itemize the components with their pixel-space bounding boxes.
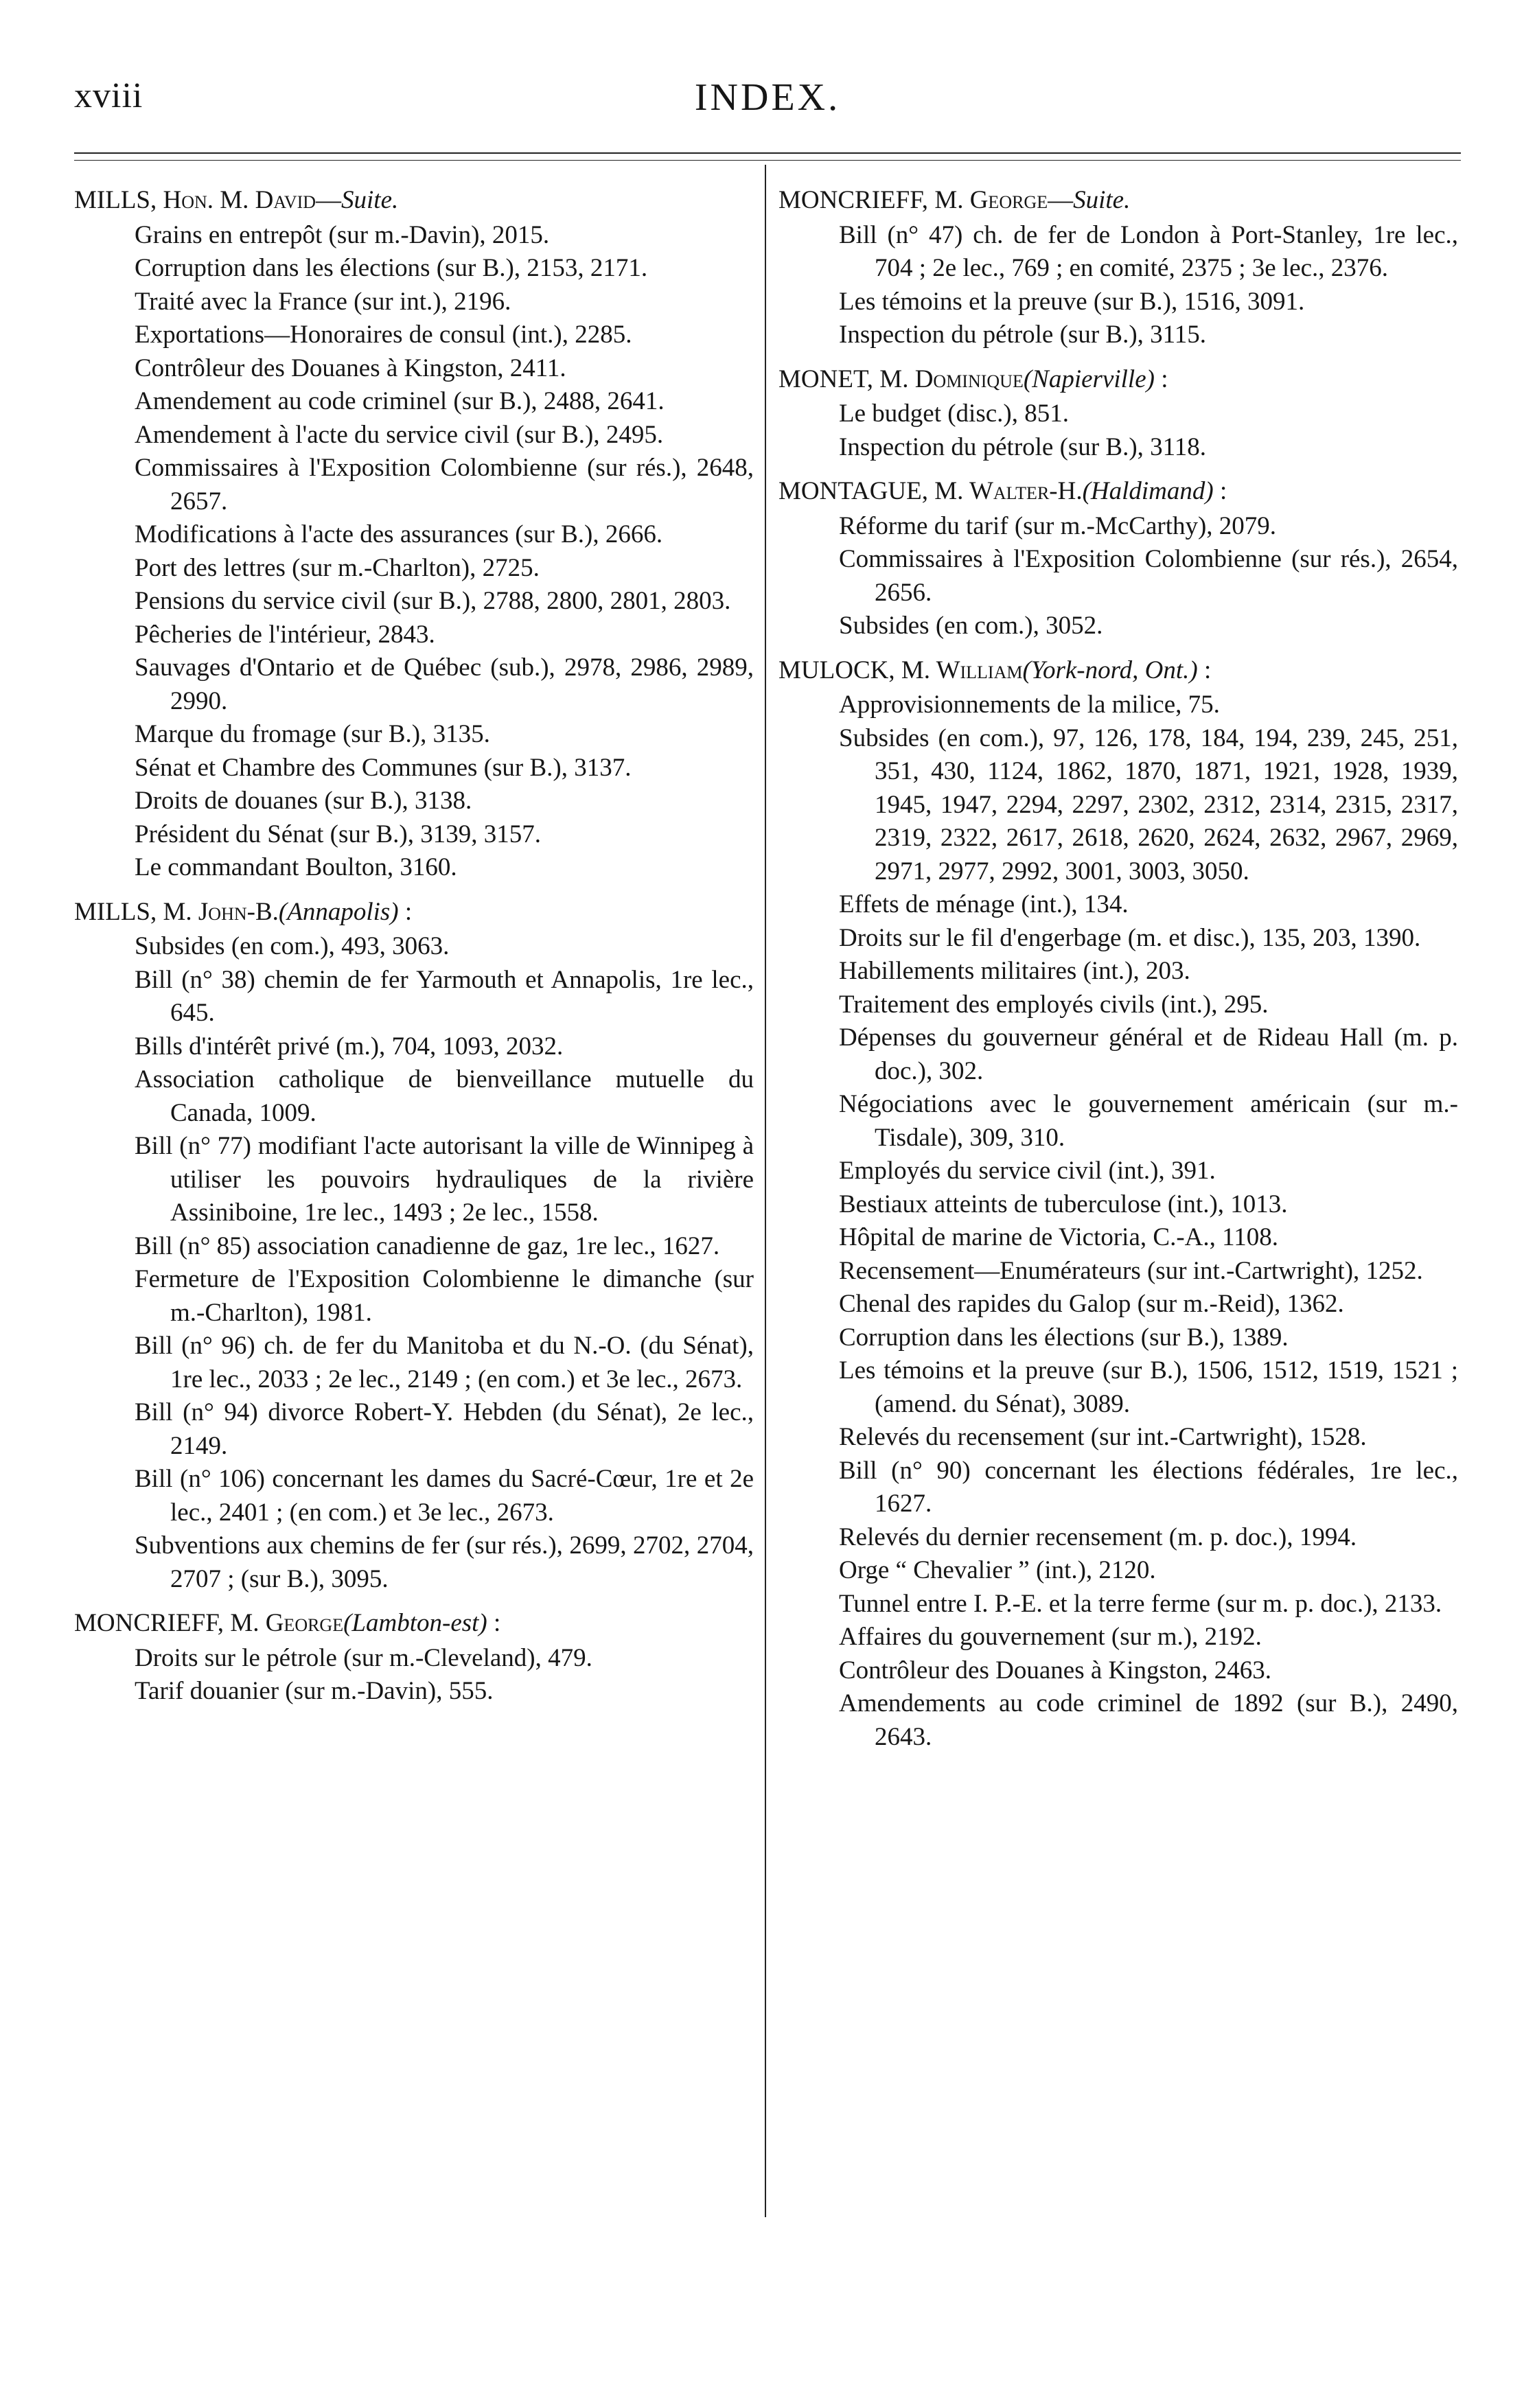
index-subentry: Effets de ménage (int.), 134. [839, 890, 1129, 918]
index-subentry: Sénat et Chambre des Communes (sur B.), 3137. [135, 753, 632, 782]
index-subentry: Le commandant Boulton, 3160. [135, 853, 457, 881]
index-subentry: Traité avec la France (sur int.), 2196. [135, 287, 511, 316]
index-subentry: Bill (n° 106) concernant les dames du Sacré-Cœur, 1re et 2e lec., 2401 ; (en com.) et 3e lec., 2673. [135, 1465, 754, 1527]
index-subentry: Fermeture de l'Exposition Colombienne le dimanche (sur m.-Charlton), 1981. [135, 1265, 754, 1327]
index-subentry: Contrôleur des Douanes à Kingston, 2463. [839, 1656, 1271, 1685]
index-subentry: Bill (n° 77) modifiant l'acte autorisant la ville de Winnipeg à utiliser les pouvoirs hydrauliques de la rivière Assiniboine, 1re lec., 1493 ; 2e lec., 1558. [135, 1132, 754, 1227]
index-subentry: Employés du service civil (int.), 391. [839, 1157, 1216, 1185]
entry-riding: (Haldimand) [1082, 477, 1214, 505]
header-rule-thin [74, 160, 1461, 161]
entry-colon: : [1213, 477, 1227, 505]
entry-colon: : [398, 897, 413, 926]
entry-riding: (Napierville) [1023, 364, 1155, 393]
entry-heading [74, 896, 754, 929]
index-entry [778, 654, 1458, 1755]
index-subentry: Bill (n° 85) association canadienne de gaz, 1re lec., 1627. [135, 1231, 720, 1260]
index-subentry: Pensions du service civil (sur B.), 2788, 2800, 2801, 2803. [135, 587, 731, 615]
index-subentry: Amendement à l'acte du service civil (sur B.), 2495. [135, 420, 664, 449]
index-subentry: Inspection du pétrole (sur B.), 3115. [839, 321, 1207, 349]
entry-title: M. George [934, 186, 1048, 214]
index-subentry: Dépenses du gouverneur général et de Rideau Hall (m. p. doc.), 302. [839, 1023, 1458, 1085]
index-subentry: Marque du fromage (sur B.), 3135. [135, 720, 490, 748]
index-subentry: Bill (n° 38) chemin de fer Yarmouth et Annapolis, 1re lec., 645. [135, 965, 754, 1027]
index-subentry: Corruption dans les élections (sur B.), 1389. [839, 1323, 1289, 1352]
index-entry [778, 475, 1458, 643]
index-subentry: Modifications à l'acte des assurances (sur B.), 2666. [135, 520, 663, 548]
entry-colon: : [1154, 364, 1168, 393]
entry-heading [74, 1607, 754, 1641]
right-column [778, 184, 1458, 1765]
entry-title: M. John-B. [163, 897, 279, 926]
index-entry [778, 184, 1458, 352]
entry-riding: (York-nord, Ont.) [1022, 656, 1198, 684]
index-subentry: Grains en entrepôt (sur m.-Davin), 2015. [135, 220, 550, 249]
index-subentry: Chenal des rapides du Galop (sur m.-Reid), 1362. [839, 1290, 1344, 1318]
entry-name: MULOCK, [778, 656, 895, 684]
index-entry [74, 896, 754, 1597]
index-subentry: Pêcheries de l'intérieur, 2843. [135, 620, 435, 649]
index-subentry: Le budget (disc.), 851. [839, 400, 1069, 428]
index-subentry: Recensement—Enumérateurs (sur int.-Cartwright), 1252. [839, 1256, 1423, 1285]
index-subentry: Subsides (en com.), 97, 126, 178, 184, 194, 239, 245, 251, 351, 430, 1124, 1862, 1870, 1871, 1921, 1928, 1939, 1945, 1947, 2294, 2297, 2302, 2312, 2314, 2315, 2317, 2319, 2322, 2617, 2618, 2620, 2624, 2632, 2967, 2969, 2971, 2977, 2992, 3001, 3003, 3050. [839, 723, 1458, 885]
index-entry [74, 184, 754, 885]
index-subentry: Affaires du gouvernement (sur m.), 2192. [839, 1623, 1262, 1651]
entry-title: M. Dominique [879, 364, 1024, 393]
index-subentry: Tarif douanier (sur m.-Davin), 555. [135, 1677, 494, 1705]
index-subentry: Subsides (en com.), 3052. [839, 612, 1103, 640]
entry-title: M. William [901, 656, 1023, 684]
index-subentry: Amendements au code criminel de 1892 (sur B.), 2490, 2643. [839, 1689, 1458, 1751]
index-subentry: Exportations—Honoraires de consul (int.), 2285. [135, 321, 632, 349]
index-subentry: Président du Sénat (sur B.), 3139, 3157. [135, 820, 541, 848]
entry-riding: (Lambton-est) [343, 1609, 487, 1637]
index-subentry: Droits sur le fil d'engerbage (m. et disc.), 135, 203, 1390. [839, 923, 1421, 952]
entry-name: MONCRIEFF, [74, 1609, 224, 1637]
index-subentry: Bill (n° 96) ch. de fer du Manitoba et du N.-O. (du Sénat), 1re lec., 2033 ; 2e lec., 2149 ; (en com.) et 3e lec., 2673. [135, 1332, 754, 1393]
index-subentry: Subsides (en com.), 493, 3063. [135, 932, 450, 960]
entry-title: M. George [230, 1609, 344, 1637]
entry-name: MILLS, [74, 897, 157, 926]
entry-title: M. Walter-H. [934, 477, 1083, 505]
entry-title: Hon. M. David [163, 186, 316, 214]
index-subentry: Port des lettres (sur m.-Charlton), 2725. [135, 553, 540, 582]
entry-colon: : [1197, 656, 1212, 684]
entry-colon: : [487, 1609, 501, 1637]
index-subentry: Amendement au code criminel (sur B.), 2488, 2641. [135, 387, 665, 415]
index-subentry: Sauvages d'Ontario et de Québec (sub.), 2978, 2986, 2989, 2990. [135, 653, 754, 715]
index-subentry: Hôpital de marine de Victoria, C.-A., 1108. [839, 1223, 1278, 1251]
index-subentry: Les témoins et la preuve (sur B.), 1516, 3091. [839, 287, 1305, 316]
index-subentry: Relevés du dernier recensement (m. p. doc.), 1994. [839, 1523, 1357, 1551]
index-entry [74, 1607, 754, 1709]
entry-heading [778, 184, 1458, 218]
index-entry [778, 363, 1458, 465]
entry-heading [778, 654, 1458, 688]
index-subentry: Droits de douanes (sur B.), 3138. [135, 787, 472, 815]
index-subentry: Association catholique de bienveillance mutuelle du Canada, 1009. [135, 1065, 754, 1127]
header-rule [74, 152, 1461, 154]
index-subentry: Commissaires à l'Exposition Colombienne (sur rés.), 2648, 2657. [135, 454, 754, 516]
index-subentry: Bill (n° 94) divorce Robert-Y. Hebden (du Sénat), 2e lec., 2149. [135, 1398, 754, 1460]
index-subentry: Bestiaux atteints de tuberculose (int.), 1013. [839, 1190, 1288, 1218]
entry-heading [74, 184, 754, 218]
entry-riding: Suite. [341, 186, 399, 214]
entry-riding: Suite. [1073, 186, 1131, 214]
index-subentry: Subventions aux chemins de fer (sur rés.), 2699, 2702, 2704, 2707 ; (sur B.), 3095. [135, 1531, 754, 1593]
entry-name: MILLS, [74, 186, 157, 214]
index-subentry: Droits sur le pétrole (sur m.-Cleveland), 479. [135, 1643, 592, 1672]
left-column [74, 184, 754, 1720]
entry-dash: — [1048, 186, 1074, 214]
entry-name: MONET, [778, 364, 874, 393]
index-subentry: Approvisionnements de la milice, 75. [839, 691, 1220, 719]
index-subentry: Relevés du recensement (sur int.-Cartwright), 1528. [839, 1423, 1367, 1451]
index-subentry: Négociations avec le gouvernement américain (sur m.-Tisdale), 309, 310. [839, 1090, 1458, 1152]
index-subentry: Habillements militaires (int.), 203. [839, 957, 1190, 985]
index-subentry: Orge “ Chevalier ” (int.), 2120. [839, 1556, 1156, 1584]
index-subentry: Corruption dans les élections (sur B.), 2153, 2171. [135, 254, 648, 282]
entry-heading [778, 363, 1458, 397]
entry-name: MONCRIEFF, [778, 186, 929, 214]
page-number: xviii [74, 76, 143, 115]
column-divider [765, 165, 766, 2217]
entry-dash: — [316, 186, 342, 214]
index-subentry: Contrôleur des Douanes à Kingston, 2411. [135, 354, 566, 382]
entry-name: MONTAGUE, [778, 477, 928, 505]
index-subentry: Traitement des employés civils (int.), 295. [839, 990, 1269, 1019]
running-title: INDEX. [694, 76, 841, 119]
entry-riding: (Annapolis) [278, 897, 399, 926]
index-subentry: Les témoins et la preuve (sur B.), 1506, 1512, 1519, 1521 ; (amend. du Sénat), 3089. [839, 1356, 1458, 1418]
index-subentry: Bill (n° 47) ch. de fer de London à Port-Stanley, 1re lec., 704 ; 2e lec., 769 ; en comité, 2375 ; 3e lec., 2376. [839, 220, 1458, 282]
page-header [74, 76, 1461, 130]
index-subentry: Tunnel entre I. P.-E. et la terre ferme (sur m. p. doc.), 2133. [839, 1589, 1442, 1618]
index-subentry: Réforme du tarif (sur m.-McCarthy), 2079. [839, 511, 1277, 540]
index-subentry: Inspection du pétrole (sur B.), 3118. [839, 432, 1207, 461]
index-subentry: Bills d'intérêt privé (m.), 704, 1093, 2032. [135, 1032, 564, 1061]
index-subentry: Commissaires à l'Exposition Colombienne (sur rés.), 2654, 2656. [839, 545, 1458, 607]
index-subentry: Bill (n° 90) concernant les élections fédérales, 1re lec., 1627. [839, 1456, 1458, 1518]
entry-heading [778, 475, 1458, 509]
